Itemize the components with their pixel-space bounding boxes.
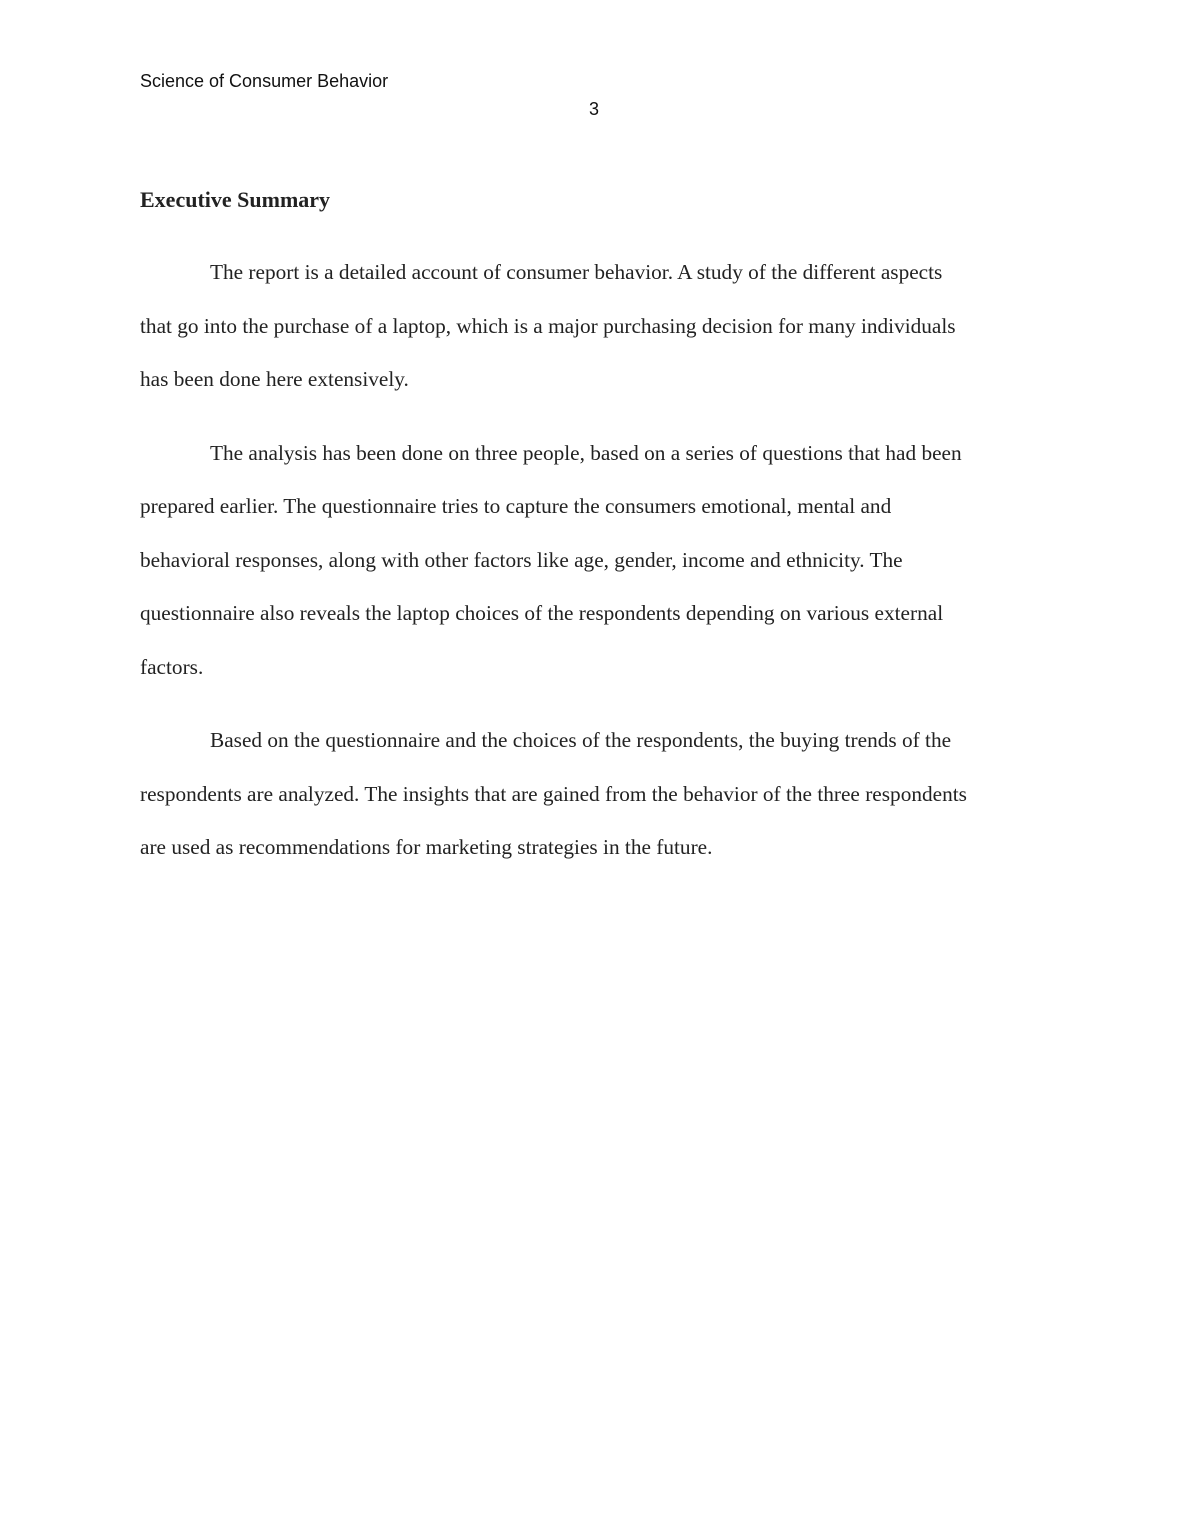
section-heading: Executive Summary [140,187,331,212]
text-line: respondents are analyzed. The insights that are gained from the behavior of the three respondents [140,781,967,806]
text-line: behavioral responses, along with other factors like age, gender, income and ethnicity. The [140,547,903,572]
running-header: Science of Consumer Behavior [140,71,389,91]
text-line: questionnaire also reveals the laptop choices of the respondents depending on various external [140,601,944,625]
text-line: that go into the purchase of a laptop, which is a major purchasing decision for many individuals [140,313,956,338]
page-number: 3 [589,99,600,119]
paragraph-2 [140,427,1060,695]
document-body [140,246,1060,895]
text-line: factors. [140,654,204,679]
text-line: The analysis has been done on three people, based on a series of questions that had been [210,440,962,465]
text-line: prepared earlier. The questionnaire tries to capture the consumers emotional, mental and [140,494,892,518]
text-line: The report is a detailed account of consumer behavior. A study of the different aspects [210,260,943,284]
text-line: are used as recommendations for marketing strategies in the future. [140,835,713,859]
text-line: Based on the questionnaire and the choices of the respondents, the buying trends of the [210,728,952,752]
paragraph-1 [140,246,1060,407]
paragraph-3 [140,714,1060,875]
text-line: has been done here extensively. [140,367,409,391]
